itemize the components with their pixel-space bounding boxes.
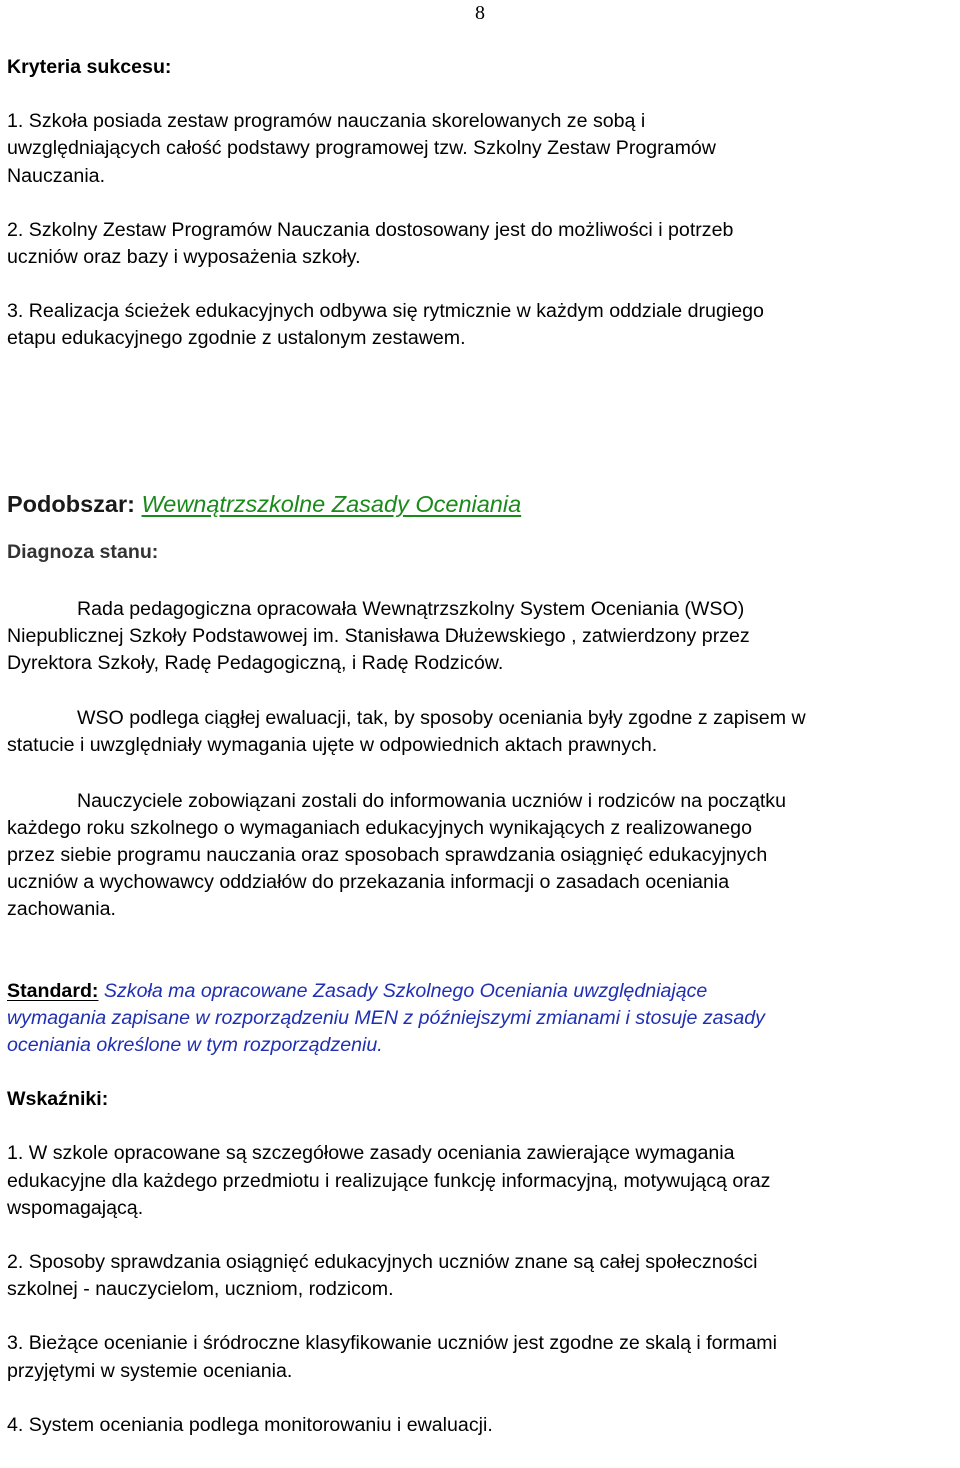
text-line: Nauczyciele zobowiązani zostali do informowania uczniów i rodziców na początku xyxy=(77,789,786,812)
standard-label: Standard: xyxy=(7,979,99,1002)
text-line: wspomagającą. xyxy=(7,1196,144,1219)
success-criterion-2 xyxy=(7,217,960,271)
text-line: zachowania. xyxy=(7,898,116,921)
indicator-2 xyxy=(7,1249,960,1303)
indicator-3 xyxy=(7,1330,960,1384)
diagnosis-paragraph-2 xyxy=(7,705,960,759)
text-line: 1. Szkoła posiada zestaw programów nauczania skorelowanych ze sobą i xyxy=(7,110,646,133)
text-line: przez siebie programu nauczania oraz sposobach sprawdzania osiągnięć edukacyjnych xyxy=(7,844,768,867)
text-line: 2. Sposoby sprawdzania osiągnięć edukacyjnych uczniów znane są całej społeczności xyxy=(7,1251,758,1274)
text-line: WSO podlega ciągłej ewaluacji, tak, by sposoby oceniania były zgodne z zapisem w xyxy=(77,707,806,730)
text-line: etapu edukacyjnego zgodnie z ustalonym zestawem. xyxy=(7,327,466,350)
text-line: uczniów oraz bazy i wyposażenia szkoły. xyxy=(7,246,361,269)
text-line: 4. System oceniania podlega monitorowaniu i ewaluacji. xyxy=(7,1413,493,1436)
text-line: przyjętymi w systemie oceniania. xyxy=(7,1359,293,1382)
text-line: Nauczania. xyxy=(7,164,106,187)
indicator-4 xyxy=(7,1412,960,1439)
success-criteria-heading: Kryteria sukcesu: xyxy=(7,56,172,78)
text-line: statucie i uwzględniały wymagania ujęte w odpowiednich aktach prawnych. xyxy=(7,734,658,757)
text-line: 2. Szkolny Zestaw Programów Nauczania dostosowany jest do możliwości i potrzeb xyxy=(7,218,734,241)
subarea-heading xyxy=(7,489,960,519)
text-line: 3. Realizacja ścieżek edukacyjnych odbywa się rytmicznie w każdym oddziale drugiego xyxy=(7,300,764,323)
text-line: Dyrektora Szkoły, Radę Pedagogiczną, i Radę Rodziców. xyxy=(7,652,504,675)
diagnosis-paragraph-1 xyxy=(7,596,960,678)
diagnosis-paragraph-3 xyxy=(7,788,960,924)
success-criterion-1 xyxy=(7,108,960,190)
document-body xyxy=(7,54,960,1439)
standard-line-1 xyxy=(7,978,960,1005)
diagnosis-heading: Diagnoza stanu: xyxy=(7,540,159,563)
text-line: Niepublicznej Szkoły Podstawowej im. Stanisława Dłużewskiego , zatwierdzony przez xyxy=(7,624,750,647)
text-line: 1. W szkole opracowane są szczegółowe zasady oceniania zawierające wymagania xyxy=(7,1142,735,1165)
text-line: uwzględniających całość podstawy programowej tzw. Szkolny Zestaw Programów xyxy=(7,137,716,160)
text-line: każdego roku szkolnego o wymaganiach edukacyjnych wynikających z realizowanego xyxy=(7,816,752,839)
standard-text: Szkoła ma opracowane Zasady Szkolnego Oceniania uwzględniające xyxy=(103,979,708,1002)
standard-text: oceniania określone w tym rozporządzeniu. xyxy=(7,1034,383,1057)
standard-text: wymagania zapisane w rozporządzeniu MEN z późniejszymi zmianami i stosuje zasady xyxy=(7,1006,765,1029)
text-line: uczniów a wychowawcy oddziałów do przekazania informacji o zasadach oceniania xyxy=(7,871,730,894)
text-line: Rada pedagogiczna opracowała Wewnątrzszkolny System Oceniania (WSO) xyxy=(77,597,745,620)
text-line: szkolnej - nauczycielom, uczniom, rodzicom. xyxy=(7,1278,394,1301)
indicators-heading: Wskaźniki: xyxy=(7,1088,109,1111)
standard-block xyxy=(7,978,960,1060)
text-line: 3. Bieżące ocenianie i śródroczne klasyfikowanie uczniów jest zgodne ze skalą i formami xyxy=(7,1332,777,1355)
success-criterion-3 xyxy=(7,298,960,352)
indicator-1 xyxy=(7,1140,960,1222)
subarea-label: Podobszar: xyxy=(7,490,135,517)
text-line: edukacyjne dla każdego przedmiotu i realizujące funkcję informacyjną, motywującą oraz xyxy=(7,1169,771,1192)
page-number: 8 xyxy=(475,2,485,24)
subarea-title-link[interactable]: Wewnątrzszkolne Zasady Oceniania xyxy=(141,490,522,517)
